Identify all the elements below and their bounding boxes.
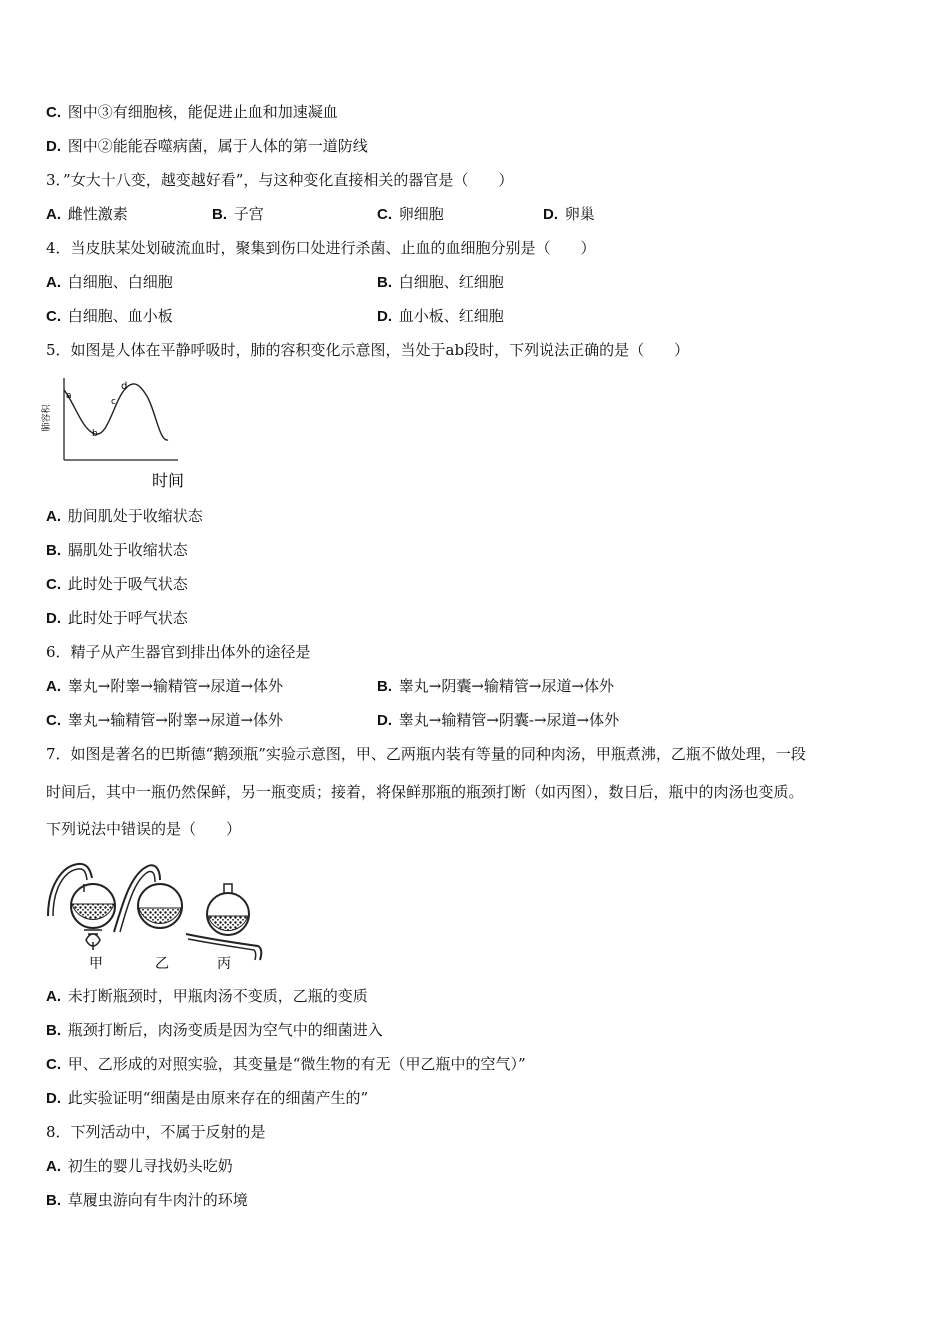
q4-option-a [46,272,173,293]
q3-option-b [212,204,264,225]
lung-volume-figure [40,372,190,494]
q3-option-c [377,204,444,225]
q7-stem-line3: 下列说法中错误的是（ ） [46,820,242,838]
option-letter: D. [46,1090,61,1107]
flask-bing [186,884,261,960]
q6-option-b [377,676,614,697]
option-text: 睾丸→附睾→输精管→尿道→体外 [67,677,284,695]
option-text: 白细胞、红细胞 [398,273,504,291]
flask-yi [114,865,182,932]
q4-stem: 4．当皮肤某处划破流血时，聚集到伤口处进行杀菌、止血的血细胞分别是（ ） [46,239,596,257]
option-text: 睾丸→输精管→附睾→尿道→体外 [67,711,284,729]
option-letter: B. [212,206,227,223]
flask-jia [48,864,115,950]
point-a-label: a [66,391,72,401]
volume-curve [64,384,168,440]
q4-option-b [377,272,504,293]
option-text: 雌性激素 [67,205,128,223]
option-letter: C. [46,1056,61,1073]
q8-stem: 8．下列活动中，不属于反射的是 [46,1123,266,1141]
option-text: 图中③有细胞核，能促进止血和加速凝血 [67,103,338,121]
option-letter: D. [46,138,61,155]
point-b-label: b [92,429,98,439]
option-letter: D. [377,308,392,325]
option-letter: B. [46,1022,61,1039]
option-text: 白细胞、白细胞 [67,273,173,291]
point-d-label: d [121,381,128,392]
q7-stem-line2: 时间后，其中一瓶仍然保鲜，另一瓶变质；接着，将保鲜那瓶的瓶颈打断（如丙图），数日后，瓶中的肉汤也变质。 [46,783,804,801]
point-c-label: c [111,397,116,407]
option-text: 未打断瓶颈时，甲瓶肉汤不变质，乙瓶的变质 [67,987,368,1005]
q5-option-a [46,506,203,527]
q4-option-c [46,306,173,327]
q7-option-d [46,1088,368,1109]
q5-stem: 5．如图是人体在平静呼吸时，肺的容积变化示意图，当处于ab段时，下列说法正确的是（ ） [46,341,690,359]
option-letter: D. [543,206,558,223]
option-text: 卵细胞 [398,205,444,223]
option-text: 子宫 [233,205,264,223]
q7-option-b [46,1020,383,1041]
q7-option-a [46,986,368,1007]
option-text: 白细胞、血小板 [67,307,173,325]
option-text: 此实验证明“细菌是由原来存在的细菌产生的” [67,1089,369,1107]
option-text: 草履虫游向有牛肉汁的环境 [67,1191,248,1209]
option-letter: C. [377,206,392,223]
option-text: 睾丸→输精管→阴囊-→尿道→体外 [398,711,620,729]
option-letter: C. [46,308,61,325]
q2-option-c [46,102,338,123]
option-letter: A. [46,1158,61,1175]
option-letter: A. [46,988,61,1005]
q5-option-c [46,574,188,595]
option-text: 此时处于呼气状态 [67,609,188,627]
swan-neck-flask-figure [44,856,266,972]
x-axis-label: 时间 [152,471,185,490]
q5-option-d [46,608,188,629]
option-text: 血小板、红细胞 [398,307,504,325]
option-letter: D. [46,610,61,627]
q3-stem: 3．”女大十八变，越变越好看”，与这种变化直接相关的器官是（ ） [46,171,514,189]
option-letter: A. [46,678,61,695]
flask-label-bing: 丙 [217,956,231,972]
q8-option-b [46,1190,248,1211]
flask-label-yi: 乙 [155,956,169,972]
q5-option-b [46,540,188,561]
option-letter: C. [46,104,61,121]
q8-option-a [46,1156,233,1177]
q6-option-c [46,710,283,731]
option-letter: C. [46,712,61,729]
q6-option-a [46,676,283,697]
option-letter: A. [46,508,61,525]
q6-option-d [377,710,619,731]
option-text: 初生的婴儿寻找奶头吃奶 [67,1157,233,1175]
q6-stem: 6．精子从产生器官到排出体外的途径是 [46,643,311,661]
option-letter: B. [46,542,61,559]
option-text: 图中②能能吞噬病菌，属于人体的第一道防线 [67,137,368,155]
option-letter: D. [377,712,392,729]
option-letter: A. [46,274,61,291]
option-text: 瓶颈打断后，肉汤变质是因为空气中的细菌进入 [67,1021,383,1039]
option-text: 卵巢 [564,205,595,223]
q3-option-d [543,204,595,225]
option-text: 此时处于吸气状态 [67,575,188,593]
option-letter: C. [46,576,61,593]
option-letter: B. [377,274,392,291]
option-letter: B. [46,1192,61,1209]
option-text: 甲、乙形成的对照实验，其变量是“微生物的有无（甲乙瓶中的空气）” [67,1055,526,1073]
q3-option-a [46,204,128,225]
q4-option-d [377,306,504,327]
y-axis-label: 肺容积 [42,404,52,432]
option-text: 睾丸→阴囊→输精管→尿道→体外 [398,677,615,695]
q2-option-d [46,136,368,157]
q7-stem-line1: 7．如图是著名的巴斯德“鹅颈瓶”实验示意图，甲、乙两瓶内装有等量的同种肉汤，甲瓶煮沸，乙瓶不做处理，一段 [46,745,806,763]
option-letter: A. [46,206,61,223]
flask-label-jia: 甲 [89,956,103,972]
option-text: 肋间肌处于收缩状态 [67,507,203,525]
q7-option-c [46,1054,526,1075]
option-letter: B. [377,678,392,695]
option-text: 膈肌处于收缩状态 [67,541,188,559]
